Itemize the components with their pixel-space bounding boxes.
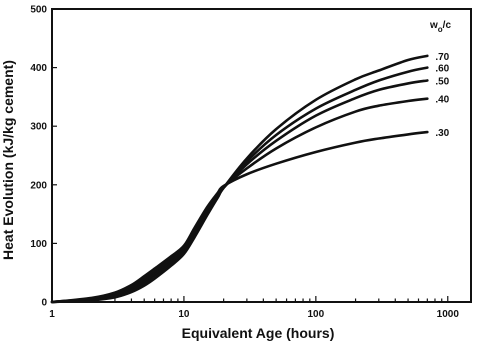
y-tick-label: 400 <box>30 63 47 75</box>
series-label-5: .30 <box>435 128 450 140</box>
y-tick-label: 500 <box>30 4 47 16</box>
y-tick-label: 200 <box>30 180 47 192</box>
series-label-4: .40 <box>435 94 450 106</box>
series-line-2 <box>52 68 427 302</box>
series-labels <box>435 52 449 139</box>
x-tick-label: 100 <box>307 309 325 320</box>
legend-title-main: w <box>430 20 438 31</box>
series-label-2: .60 <box>435 63 450 75</box>
legend-title <box>429 20 451 34</box>
legend-title-suffix: /c <box>442 20 452 31</box>
x-axis-label: Equivalent Age (hours) <box>181 325 335 341</box>
plot-frame <box>52 9 471 302</box>
y-tick-label: 100 <box>30 238 47 250</box>
x-tick-label: 1 <box>49 309 55 320</box>
y-axis-label: Heat Evolution (kJ/kg cement) <box>0 60 16 260</box>
series-line-3 <box>52 80 427 302</box>
x-tick-label: 1000 <box>436 309 459 320</box>
legend-title-subscript: o <box>437 25 443 34</box>
x-tick-label: 10 <box>178 309 190 320</box>
series-label-3: .50 <box>435 76 450 88</box>
series-label-1: .70 <box>435 51 450 63</box>
series-line-5 <box>52 132 427 302</box>
series-line-4 <box>52 99 427 302</box>
y-tick-label: 0 <box>41 297 47 309</box>
series-lines <box>52 56 427 302</box>
y-tick-label: 300 <box>30 121 47 133</box>
